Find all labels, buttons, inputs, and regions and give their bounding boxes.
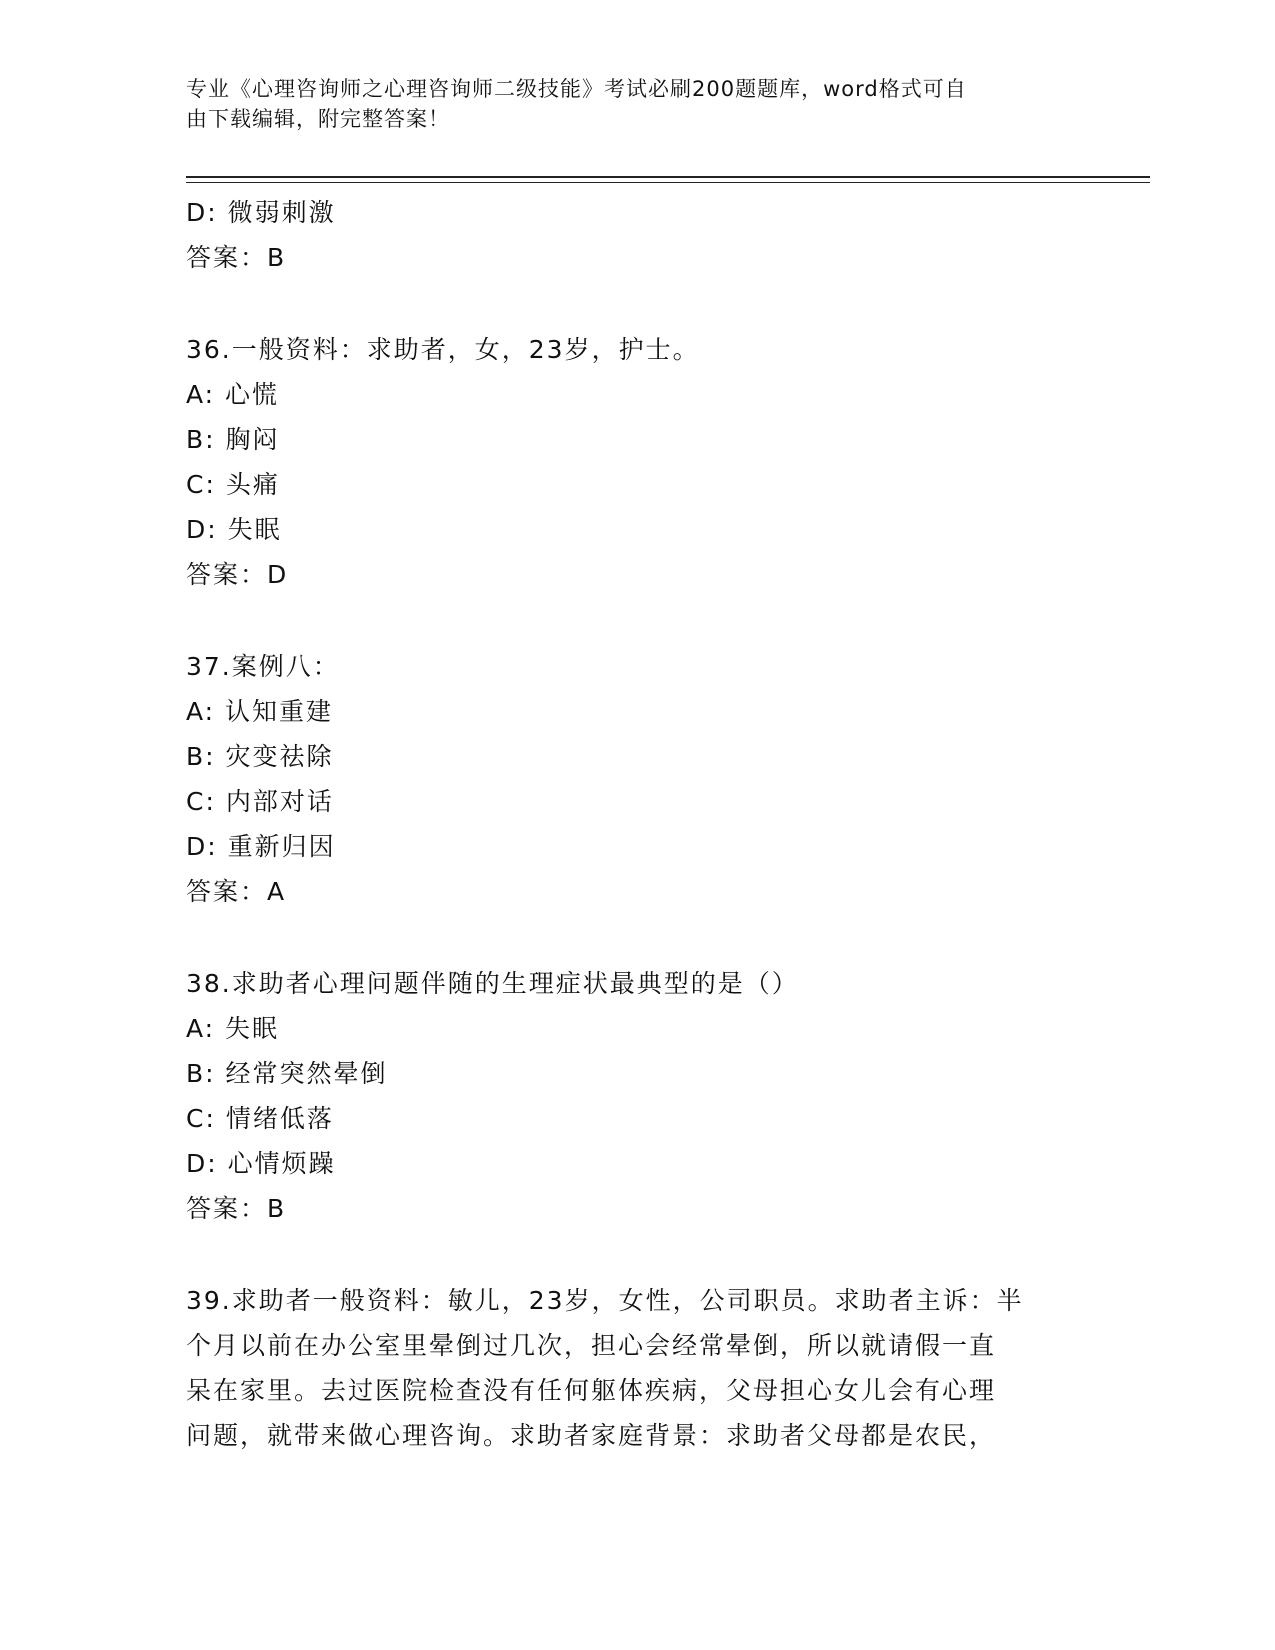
header-rule-thick xyxy=(186,176,1150,178)
spacer xyxy=(186,280,1086,327)
question-stem: 36.一般资料：求助者，女，23岁，护士。 xyxy=(186,335,700,364)
answer: 答案：D xyxy=(186,560,289,589)
option-b: B: 灾变祛除 xyxy=(186,742,334,771)
question-stem: 38.求助者心理问题伴随的生理症状最典型的是（） xyxy=(186,969,799,998)
option-b: B: 胸闷 xyxy=(186,425,280,454)
question-text-line: 问题，就带来做心理咨询。求助者家庭背景：求助者父母都是农民， xyxy=(186,1421,997,1450)
question-text-line: 39.求助者一般资料：敏儿，23岁，女性，公司职员。求助者主诉：半 xyxy=(186,1286,1024,1315)
question-37 xyxy=(186,644,1086,914)
spacer xyxy=(186,597,1086,644)
question-38 xyxy=(186,961,1086,1231)
question-stem: 37.案例八： xyxy=(186,652,340,681)
option-b: B: 经常突然晕倒 xyxy=(186,1059,388,1088)
option-a: A: 心慌 xyxy=(186,380,280,409)
option-c: C: 情绪低落 xyxy=(186,1104,334,1133)
option-d: D: 心情烦躁 xyxy=(186,1149,336,1178)
header-rule-thin xyxy=(186,182,1150,183)
question-text-line: 个月以前在办公室里晕倒过几次，担心会经常晕倒，所以就请假一直 xyxy=(186,1331,997,1360)
header-line-2: 由下载编辑，附完整答案！ xyxy=(186,107,450,131)
question-36 xyxy=(186,327,1086,597)
spacer xyxy=(186,914,1086,961)
question-39 xyxy=(186,1278,1086,1458)
spacer xyxy=(186,1231,1086,1278)
answer: 答案：A xyxy=(186,877,287,906)
document-header xyxy=(186,74,1066,134)
option-c: C: 内部对话 xyxy=(186,787,334,816)
answer: 答案：B xyxy=(186,1194,287,1223)
option-a: A: 失眠 xyxy=(186,1014,280,1043)
header-line-1: 专业《心理咨询师之心理咨询师二级技能》考试必刷200题题库，word格式可自 xyxy=(186,77,967,101)
option-a: A: 认知重建 xyxy=(186,697,334,726)
option-d: D: 重新归因 xyxy=(186,832,336,861)
option-d: D: 失眠 xyxy=(186,515,282,544)
prev-option-d: D: 微弱刺激 xyxy=(186,198,336,227)
question-text-line: 呆在家里。去过医院检查没有任何躯体疾病，父母担心女儿会有心理 xyxy=(186,1376,997,1405)
document-body xyxy=(186,190,1086,1458)
prev-answer: 答案：B xyxy=(186,243,287,272)
option-c: C: 头痛 xyxy=(186,470,280,499)
